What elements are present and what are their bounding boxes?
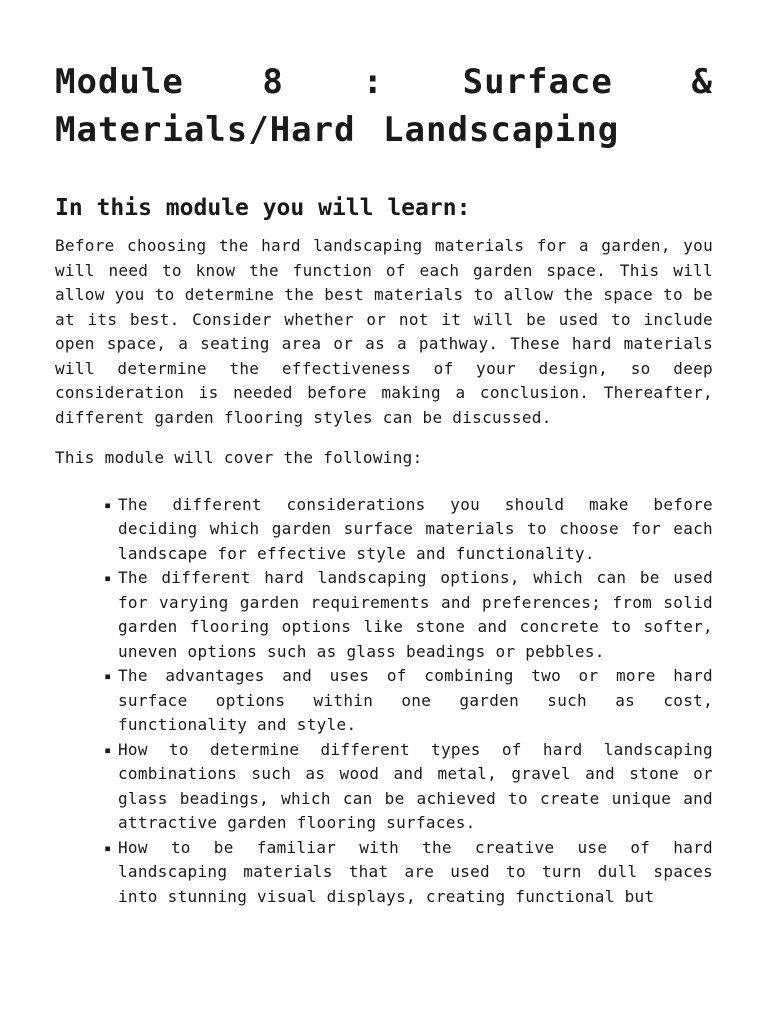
bullet-icon: ▪ (104, 669, 112, 683)
section-heading: In this module you will learn: (55, 195, 471, 221)
topics-list (55, 493, 713, 910)
bullet-icon: ▪ (104, 497, 112, 512)
intro-paragraph: Before choosing the hard landscaping materials for a garden, you will need to know the function of each garden space. This will allow you to determine the best materials to allow the space to be at its best. Consider whether or not it will be used to include open space, a seating area or as a pathway. These hard materials will determine the effectiveness of your design, so deep consideration is needed before making a conclusion. Thereafter, different garden flooring styles can be discussed. (55, 236, 713, 427)
list-item-text: How to determine different types of hard landscaping combinations such as wood and metal, gravel and stone or glass beadings, which can be achieved to create unique and attractive garden flooring surfaces. (118, 739, 713, 832)
list-item (104, 836, 713, 910)
list-item-text: The different considerations you should make before deciding which garden surface materials to choose for each landscape for effective style and functionality. (118, 494, 713, 563)
bullet-icon: ▪ (104, 742, 112, 757)
list-item-text: The advantages and uses of combining two or more hard surface options within one garden such as cost, functionality and style. (118, 666, 713, 734)
list-item-text: How to be familiar with the creative use of hard landscaping materials that are used to turn dull spaces into stunning visual displays, creating functional but (118, 837, 713, 906)
list-item (104, 738, 713, 836)
list-item (104, 664, 713, 738)
list-item (104, 493, 713, 567)
list-item-text: The different hard landscaping options, which can be used for varying garden requirements and preferences; from solid garden flooring options like stone and concrete to softer, uneven options such as glass beadings or pebbles. (118, 568, 713, 661)
cover-lead-paragraph: This module will cover the following: (55, 448, 423, 467)
bullet-icon: ▪ (104, 840, 112, 855)
list-item (104, 566, 713, 664)
module-title: Module 8 : Surface & Materials/Hard Landscaping (55, 62, 713, 150)
bullet-icon: ▪ (104, 571, 112, 585)
